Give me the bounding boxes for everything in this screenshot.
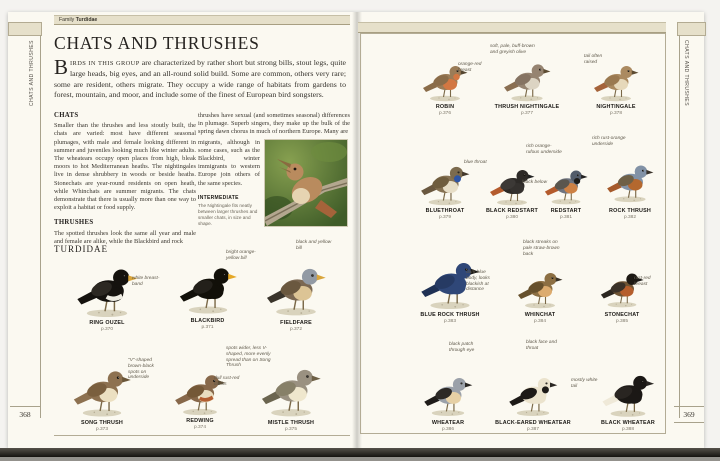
bird-name: NIGHTINGALE bbox=[596, 104, 636, 110]
page-right bbox=[358, 12, 704, 448]
bird-name: BLACK REDSTART bbox=[485, 208, 539, 214]
bird-page-ref: p.385 bbox=[615, 319, 628, 324]
bird-card-robin bbox=[402, 40, 488, 116]
bird-card-blue-rock-thrush bbox=[402, 236, 498, 324]
bird-page-ref: p.386 bbox=[441, 427, 454, 432]
bird-name: WHINCHAT bbox=[524, 312, 556, 318]
bird-card-blackbird bbox=[160, 246, 255, 330]
intro-text: are characterized by rather short but strong bills, stout legs, quite large heads, big eyes, and an all-round solid build. Some are common, others very rare; some are resident, others migrate. They occupy a wide range of habitats from gardens to forest, mountain, and moor, and include some of the finest of European bird songsters. bbox=[54, 58, 346, 100]
sidebar-rule-right bbox=[679, 35, 680, 418]
page-number-left: 368 bbox=[19, 410, 31, 419]
bird-card-rock-thrush bbox=[594, 136, 666, 220]
sidebar-rule-left bbox=[40, 35, 41, 418]
bird-page-ref: p.375 bbox=[284, 427, 297, 432]
chats-heading: CHATS bbox=[54, 112, 79, 119]
field-mark-annotation: dull rust-red flanks bbox=[214, 376, 240, 387]
bird-page-ref: p.371 bbox=[201, 325, 214, 330]
field-mark-annotation: black face and throat bbox=[526, 340, 557, 351]
bird-illustration-wheatear bbox=[421, 366, 475, 418]
field-mark-annotation: black patch through eye bbox=[449, 342, 475, 353]
field-mark-annotation: black below bbox=[522, 180, 548, 185]
photo-row bbox=[198, 139, 350, 227]
bird-name: STONECHAT bbox=[604, 312, 640, 318]
bird-card-black-eared-wheatear bbox=[490, 342, 576, 432]
bird-page-ref: p.378 bbox=[609, 111, 622, 116]
field-mark-annotation: soft, pale, buff-brown and greyish olive bbox=[490, 44, 535, 55]
bird-page-ref: p.388 bbox=[621, 427, 634, 432]
section-tab-right bbox=[677, 22, 706, 36]
nightingale-photo bbox=[264, 139, 348, 227]
field-mark-annotation: spots wider, less V-shaped, more evenly spread than on Song Thrush bbox=[226, 346, 271, 369]
bird-name: SONG THRUSH bbox=[80, 420, 124, 426]
bird-name: FIELDFARE bbox=[280, 320, 312, 326]
caption-body: The Nightingale fits neatly between larger thrushes and smaller chats, in size and shape. bbox=[198, 203, 258, 227]
bird-name: REDWING bbox=[186, 418, 214, 424]
field-mark-annotation: black and yellow bill bbox=[296, 240, 332, 251]
field-mark-annotation: black streaks on pale straw-brown back bbox=[523, 240, 560, 257]
field-mark-annotation: dark blue body, looks blackish at distance bbox=[466, 270, 490, 293]
bird-name: BLACKBIRD bbox=[190, 318, 225, 324]
bird-card-stonechat bbox=[580, 236, 664, 324]
continuation-para2: migrants, although in some cases, such as the Blackbird, winter immigrants to western Europe join others of the same species. bbox=[198, 138, 260, 187]
bird-illustration-black-eared-wheatear bbox=[506, 366, 560, 418]
bird-card-wheatear bbox=[405, 342, 491, 432]
photo-caption bbox=[198, 194, 260, 227]
book-spread bbox=[8, 12, 704, 448]
intro-lead: IRDS IN THIS GROUP bbox=[70, 60, 140, 67]
narrow-text-column bbox=[198, 139, 260, 227]
field-mark-annotation: rich rust-orange underside bbox=[592, 136, 626, 147]
bird-page-ref: p.381 bbox=[559, 215, 572, 220]
bird-illustration-song-thrush bbox=[70, 358, 134, 418]
field-mark-annotation: rust-red breast bbox=[634, 276, 651, 287]
turdidae-heading: TURDIDAE bbox=[54, 244, 108, 254]
bird-illustration-thrush-nightingale bbox=[498, 54, 556, 102]
bird-page-ref: p.377 bbox=[520, 111, 533, 116]
sidebar-section-label-right: CHATS AND THRUSHES bbox=[683, 40, 689, 107]
bird-name: REDSTART bbox=[550, 208, 582, 214]
bird-name: WHEATEAR bbox=[431, 420, 465, 426]
intro-paragraph bbox=[54, 55, 346, 101]
family-label: Family bbox=[59, 17, 75, 23]
folio-left bbox=[10, 406, 40, 419]
bird-page-ref: p.376 bbox=[438, 111, 451, 116]
bird-card-ring-ouzel bbox=[52, 250, 162, 332]
bird-card-black-wheatear bbox=[571, 342, 671, 432]
bird-card-fieldfare bbox=[248, 242, 344, 332]
bird-card-whinchat bbox=[497, 236, 583, 324]
bird-name: RING OUZEL bbox=[89, 320, 125, 326]
bird-page-ref: p.372 bbox=[289, 327, 302, 332]
page-title: CHATS AND THRUSHES bbox=[54, 33, 260, 53]
bird-page-ref: p.383 bbox=[443, 319, 456, 324]
bird-page-ref: p.379 bbox=[438, 215, 451, 220]
continuation-para1: thrushes have sexual (and sometimes seasonal) differences in plumage. Superb singers, they make up the bulk of the spring dawn chorus in much of northern Europe. Many are bbox=[198, 112, 350, 136]
field-mark-annotation: blue throat bbox=[464, 160, 487, 165]
right-header-bar bbox=[358, 22, 666, 33]
bird-card-song-thrush bbox=[52, 342, 152, 432]
caption-heading: INTERMEDIATE bbox=[198, 194, 239, 201]
folio-right bbox=[674, 406, 704, 423]
family-bar bbox=[54, 15, 350, 25]
bird-name: BLUE ROCK THRUSH bbox=[420, 312, 480, 318]
bird-name: BLACK-EARED WHEATEAR bbox=[495, 420, 571, 426]
folio-rule bbox=[674, 406, 704, 407]
bird-name: BLACK WHEATEAR bbox=[601, 420, 655, 426]
book-bottom-edge bbox=[0, 448, 720, 457]
book-bottom-edge-shadow bbox=[0, 457, 720, 461]
bird-illustration-black-wheatear bbox=[599, 364, 657, 418]
section-tab-left bbox=[8, 22, 42, 36]
column-chats bbox=[54, 112, 196, 246]
bird-page-ref: p.380 bbox=[505, 215, 518, 220]
bird-illustration-redwing bbox=[171, 364, 229, 416]
bird-illustration-blackbird bbox=[176, 254, 240, 316]
bird-page-ref: p.387 bbox=[526, 427, 539, 432]
thrushes-heading: THRUSHES bbox=[54, 219, 94, 227]
bird-illustration-fieldfare bbox=[263, 254, 329, 318]
field-mark-annotation: orange-red breast bbox=[458, 62, 482, 73]
bird-page-ref: p.370 bbox=[100, 327, 113, 332]
bird-name: ROBIN bbox=[435, 104, 455, 110]
field-mark-annotation: "V"-shaped brown-black spots on underside bbox=[128, 358, 154, 381]
folio-rule bbox=[674, 422, 704, 423]
bird-name: ROCK THRUSH bbox=[608, 208, 652, 214]
bird-illustration-rock-thrush bbox=[604, 152, 656, 206]
bird-name: MISTLE THRUSH bbox=[267, 420, 315, 426]
bird-card-thrush-nightingale bbox=[482, 40, 572, 116]
bird-name: THRUSH NIGHTINGALE bbox=[494, 104, 560, 110]
bird-illustration-redstart bbox=[542, 160, 590, 206]
field-mark-annotation: mostly white tail bbox=[571, 378, 598, 389]
field-mark-annotation: tail often raised bbox=[584, 54, 603, 65]
thrushes-body: The spotted thrushes look the same all year and male and female are alike, while the Blackbird and rock bbox=[54, 229, 196, 245]
field-mark-annotation: bright orange-yellow bill bbox=[226, 250, 256, 261]
bird-page-ref: p.374 bbox=[193, 425, 206, 430]
bird-page-ref: p.382 bbox=[623, 215, 636, 220]
sidebar-section-label-left: CHATS AND THRUSHES bbox=[29, 40, 35, 107]
field-mark-annotation: rich orange-rufous underside bbox=[526, 144, 562, 155]
family-name: Turdidae bbox=[75, 17, 98, 23]
bird-card-nightingale bbox=[572, 40, 660, 116]
bird-page-ref: p.384 bbox=[533, 319, 546, 324]
page-left bbox=[8, 12, 354, 448]
bird-illustration-whinchat bbox=[515, 262, 565, 310]
folio-rule bbox=[10, 406, 40, 407]
column-continuation bbox=[198, 112, 350, 227]
field-mark-annotation: white breast-band bbox=[132, 276, 160, 287]
chats-body: Smaller than the thrushes and less stoutly built, the chats are varied: most have different seasonal plumages, with male and female looking different in summer and juveniles looking much like winter adults. The wheatears occupy open places from high, bleak moors to hot Mediterranean heaths. The nightingales live in dense shrubbery in woods or beside heaths. Stonechats are year-round residents on open heath, while Whinchats are summer migrants. The chats demonstrate that there is usually more than one way to exploit a habitat or food supply. bbox=[54, 122, 196, 212]
bird-name: BLUETHROAT bbox=[425, 208, 465, 214]
bird-page-ref: p.373 bbox=[95, 427, 108, 432]
drop-cap: B bbox=[54, 55, 69, 79]
left-panel-bottom-rule bbox=[54, 435, 350, 436]
page-number-right: 369 bbox=[683, 410, 695, 419]
